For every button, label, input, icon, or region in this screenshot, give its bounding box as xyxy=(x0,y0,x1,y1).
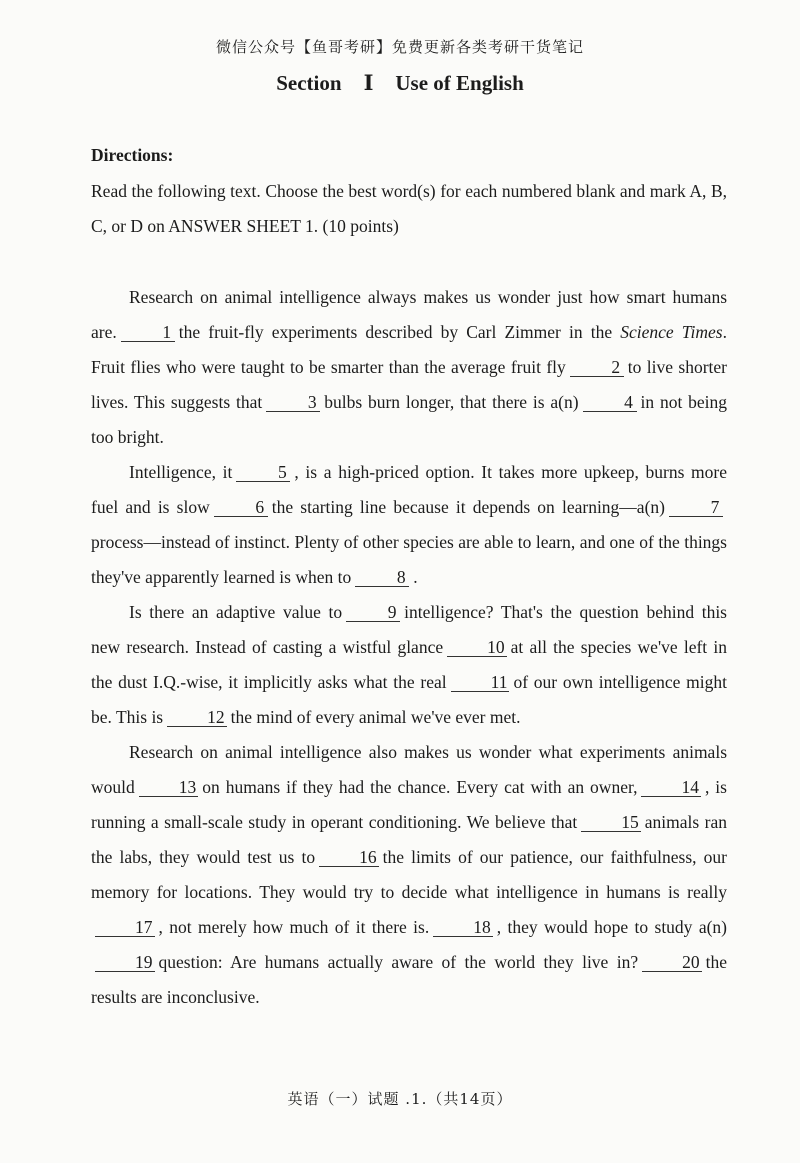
text: to live shorter lives. This suggests that xyxy=(91,357,728,412)
text: Is there an adaptive value to xyxy=(129,602,343,622)
text: the mind of every animal we've ever met. xyxy=(230,707,521,727)
blank-14: 14 xyxy=(641,778,701,797)
text: the limits of our patience, our faithfulness, our memory for locations. They would try to decide what intelligence in humans is really xyxy=(91,847,727,902)
text: question: Are humans actually aware of the world they live in? xyxy=(158,952,639,972)
blank-7: 7 xyxy=(669,498,723,517)
blank-12: 12 xyxy=(167,708,227,727)
paragraph-4 xyxy=(91,735,727,1015)
blank-9: 9 xyxy=(346,603,400,622)
blank-20: 20 xyxy=(642,953,702,972)
section-number: Ⅰ xyxy=(363,71,374,95)
text: in not being too bright. xyxy=(91,392,728,447)
text: process—instead of instinct. Plenty of other species are able to learn, and one of the things they've apparently learned is when to xyxy=(91,532,727,587)
directions-heading: Directions: xyxy=(91,145,174,165)
text: Intelligence, it xyxy=(129,462,233,482)
text: Research on animal intelligence also makes us wonder what experiments animals would xyxy=(91,742,727,797)
blank-13: 13 xyxy=(139,778,199,797)
blank-6: 6 xyxy=(214,498,268,517)
blank-3: 3 xyxy=(266,393,320,412)
text: intelligence? That's the question behind this new research. Instead of casting a wistful glance xyxy=(91,602,727,657)
publication-title: Science Times xyxy=(620,322,723,342)
passage xyxy=(91,280,727,1015)
blank-19: 19 xyxy=(95,953,155,972)
blank-8: 8 xyxy=(355,568,409,587)
text: on humans if they had the chance. Every cat with an owner, xyxy=(202,777,638,797)
page-header: 微信公众号【鱼哥考研】免费更新各类考研干货笔记 xyxy=(215,38,584,56)
blank-16: 16 xyxy=(319,848,379,867)
text: at all the species we've left in the dust I.Q.-wise, it implicitly asks what the real xyxy=(91,637,727,692)
paragraph-1 xyxy=(91,280,727,455)
text: . Fruit flies who were taught to be smarter than the average fruit fly xyxy=(91,322,727,377)
text: animals ran the labs, they would test us to xyxy=(91,812,728,867)
section-title xyxy=(0,70,800,96)
text: , they would hope to study a(n) xyxy=(496,917,727,937)
text: bulbs burn longer, that there is a(n) xyxy=(324,392,579,412)
text: , not merely how much of it there is. xyxy=(158,917,430,937)
blank-11: 11 xyxy=(451,673,510,692)
text: the starting line because it depends on learning—a(n) xyxy=(271,497,665,517)
text: the fruit-fly experiments described by Carl Zimmer in the xyxy=(178,322,613,342)
section-label: Section xyxy=(276,71,342,95)
text: Research on animal intelligence always makes us wonder just how smart humans are. xyxy=(91,287,727,342)
blank-2: 2 xyxy=(570,358,624,377)
blank-15: 15 xyxy=(581,813,641,832)
paragraph-2 xyxy=(91,455,727,595)
blank-1: 1 xyxy=(121,323,175,342)
text: the results are inconclusive. xyxy=(91,952,727,1007)
text: . xyxy=(413,567,418,587)
paragraph-3 xyxy=(91,595,727,735)
section-name: Use of English xyxy=(395,71,524,95)
text: , is a high-priced option. It takes more upkeep, burns more fuel and is slow xyxy=(91,462,728,517)
blank-17: 17 xyxy=(95,918,155,937)
text: of our own intelligence might be. This is xyxy=(91,672,727,727)
text: , is running a small-scale study in operant conditioning. We believe that xyxy=(91,777,727,832)
blank-4: 4 xyxy=(583,393,637,412)
blank-18: 18 xyxy=(433,918,493,937)
page-footer: 英语（一）试题 .1.（共14页） xyxy=(287,1090,513,1108)
directions-text: Read the following text. Choose the best word(s) for each numbered blank and mark A, B, C, or D on ANSWER SHEET 1. (10 points) xyxy=(91,181,727,236)
blank-10: 10 xyxy=(447,638,507,657)
blank-5: 5 xyxy=(236,463,290,482)
